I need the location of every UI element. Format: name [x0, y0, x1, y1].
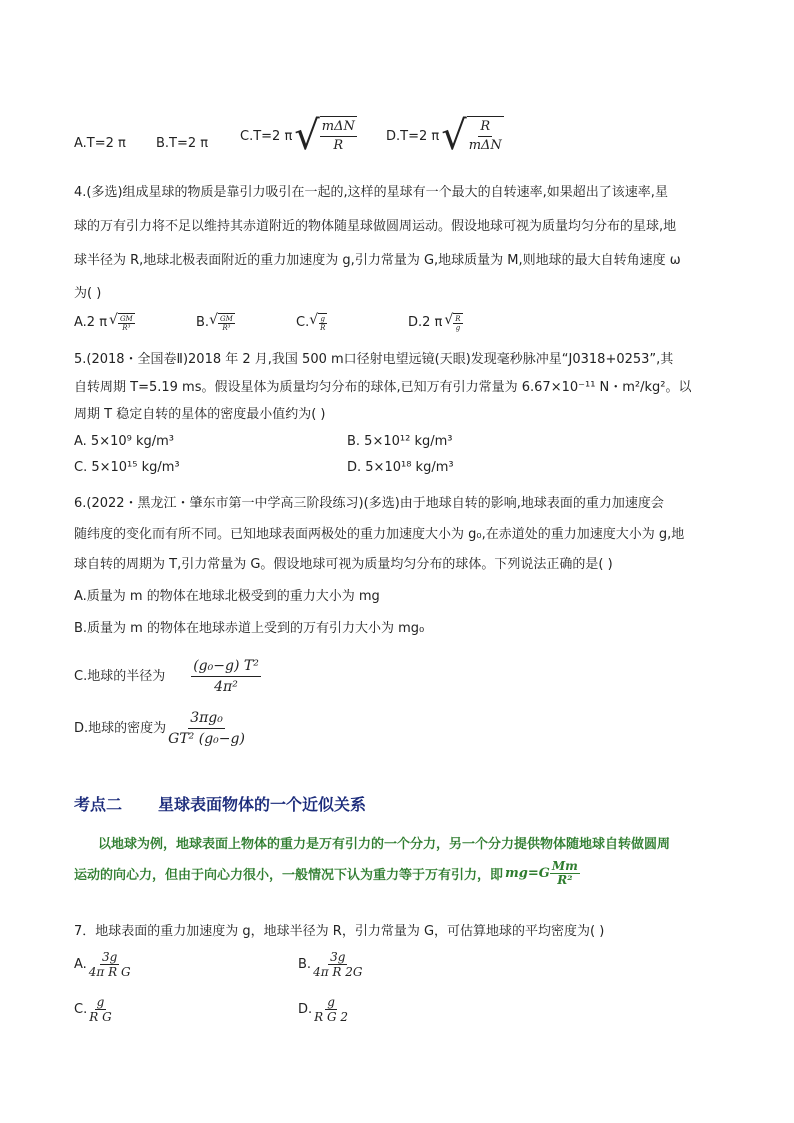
- q3-option-d-num: R: [478, 118, 492, 137]
- q4-option-b-num: GM: [219, 315, 233, 323]
- q7-option-a-fraction: [87, 950, 133, 979]
- q7-option-c-fraction: [87, 995, 113, 1024]
- q5-option-c: C. 5×10¹⁵ kg/m³: [74, 460, 180, 475]
- q7-option-c: [74, 995, 114, 1024]
- q3-option-c-den: R: [333, 138, 344, 153]
- q7-option-c-den: R G: [89, 1010, 112, 1024]
- q5-option-b: B. 5×10¹² kg/m³: [347, 434, 453, 449]
- q4-option-c-prefix: C.: [296, 315, 310, 330]
- q3-option-d-den: mΔN: [468, 138, 502, 153]
- q4-option-a-sqrt: √ $\frac{GM}{\text{R³}}$: [109, 312, 133, 332]
- q3-option-c: [240, 113, 357, 159]
- q7-option-a-den: 4π R G: [88, 965, 131, 979]
- q5-line1: 5.(2018・全国卷Ⅱ)2018 年 2 月,我国 500 m口径射电望远镜(天眼)发现毫秒脉冲星“J0318+0253”,其: [74, 352, 674, 367]
- q4-option-b-prefix: B.: [196, 315, 210, 330]
- q7-option-c-prefix: C.: [74, 1002, 88, 1017]
- q4-option-c: [296, 313, 327, 332]
- q5-line2: 自转周期 T=5.19 ms。假设星体为质量均匀分布的球体,已知万有引力常量为 6.67×10⁻¹¹ N・m²/kg²。以: [74, 380, 692, 395]
- q4-option-c-num: g: [320, 315, 326, 323]
- gravity-formula-num: Mm: [551, 859, 578, 873]
- q4-option-a-den: R³: [122, 324, 131, 332]
- q7-line1: 7．地球表面的重力加速度为 g，地球半径为 R，引力常量为 G，可估算地球的平均密度为( ): [74, 924, 605, 939]
- q6-option-c-num: (g₀−g) T²: [191, 656, 261, 677]
- q4-option-b-den: R³: [222, 324, 231, 332]
- q4-option-a-num: GM: [119, 315, 133, 323]
- q6-option-d-prefix: D.地球的密度为: [74, 721, 167, 736]
- q5-option-d: D. 5×10¹⁸ kg/m³: [347, 460, 454, 475]
- q4-option-d-den: g: [455, 324, 461, 332]
- q4-option-d-prefix: D.2 π: [408, 315, 443, 330]
- gravity-formula-fraction: [550, 860, 580, 887]
- q7-option-a-prefix: A.: [74, 957, 87, 972]
- q7-option-a: [74, 950, 133, 979]
- q7-option-b-fraction: [311, 950, 364, 979]
- q7-option-b: [298, 950, 364, 979]
- q6-option-d-fraction: [166, 708, 247, 749]
- q4-line3: 球半径为 R,地球北极表面附近的重力加速度为 g,引力常量为 G,地球质量为 M,则地球的最大自转角速度 ω: [74, 253, 681, 268]
- q4-option-c-den: R: [320, 324, 326, 332]
- q4-option-a-prefix: A.2 π: [74, 315, 108, 330]
- q7-option-b-prefix: B.: [298, 957, 312, 972]
- gravity-formula-lhs: mg=G: [505, 866, 550, 881]
- q6-option-c-fraction: [191, 656, 261, 697]
- q5-option-a: A. 5×10⁹ kg/m³: [74, 434, 175, 449]
- q4-line1: 4.(多选)组成星球的物质是靠引力吸引在一起的,这样的星球有一个最大的自转速率,如果超出了该速率,星: [74, 185, 668, 200]
- section-text-line2: [74, 860, 580, 887]
- q6-option-b: B.质量为 m 的物体在地球赤道上受到的万有引力大小为 mg₀: [74, 621, 425, 636]
- q4-line2: 球的万有引力将不足以维持其赤道附近的物体随星球做圆周运动。假设地球可视为质量均匀分布的星球,地: [74, 219, 677, 234]
- q7-option-b-den: 4π R 2G: [313, 965, 363, 979]
- q7-option-a-num: 3g: [102, 950, 118, 964]
- q6-line2: 随纬度的变化而有所不同。已知地球表面两极处的重力加速度大小为 g₀,在赤道处的重力加速度大小为 g,地: [74, 527, 685, 542]
- q7-option-d-fraction: [312, 995, 350, 1024]
- q5-line3: 周期 T 稳定自转的星体的密度最小值约为( ): [74, 407, 326, 422]
- section-text-line1: 以地球为例，地球表面上物体的重力是万有引力的一个分力，另一个分力提供物体随地球自转做圆周: [98, 837, 671, 852]
- q6-option-c-prefix: C.地球的半径为: [74, 669, 166, 684]
- q4-option-b: [196, 313, 235, 332]
- q4-option-c-sqrt: √ $\frac{g}{R}$: [309, 312, 326, 332]
- q6-option-d-num: 3πg₀: [188, 708, 225, 729]
- q4-line4: 为( ): [74, 286, 102, 301]
- q4-option-d: [408, 313, 463, 332]
- q7-option-d-den: R G 2: [314, 1010, 349, 1024]
- q6-line1: 6.(2022・黑龙江・肇东市第一中学高三阶段练习)(多选)由于地球自转的影响,地球表面的重力加速度会: [74, 496, 664, 511]
- q4-option-b-sqrt: √ $\frac{GM}{\text{R³}}$: [209, 312, 233, 332]
- q4-option-a: [74, 313, 135, 332]
- section-title: 星球表面物体的一个近似关系: [158, 795, 367, 814]
- q7-option-d: [298, 995, 350, 1024]
- q3-option-b: B.T=2 π: [156, 136, 209, 151]
- q7-option-b-num: 3g: [330, 950, 346, 964]
- q3-option-d-prefix: D.T=2 π: [386, 128, 440, 144]
- q6-option-d-den: GT² (g₀−g): [168, 731, 245, 747]
- gravity-formula-den: R²: [557, 873, 573, 887]
- section-text-line2-content: 运动的向心力，但由于向心力很小，一般情况下认为重力等于万有引力，即: [74, 868, 504, 883]
- section-number: 考点二: [74, 795, 123, 814]
- q6-option-a: A.质量为 m 的物体在地球北极受到的重力大小为 mg: [74, 589, 380, 604]
- q7-option-d-num: g: [327, 995, 335, 1009]
- q7-option-c-num: g: [96, 995, 105, 1009]
- q3-option-c-sqrt: √ $\frac{\text{mΔN}}{R}$: [294, 113, 355, 159]
- q3-option-d-sqrt: √ $\frac{R}{\text{mΔN}}$: [441, 113, 502, 159]
- q3-option-a: A.T=2 π: [74, 136, 126, 151]
- q6-option-c-den: 4π²: [214, 679, 238, 695]
- q6-option-d: [74, 708, 247, 749]
- q4-option-d-num: R: [455, 315, 461, 323]
- q3-option-d: [386, 113, 504, 159]
- q7-option-d-prefix: D.: [298, 1002, 313, 1017]
- q6-line3: 球自转的周期为 T,引力常量为 G。假设地球可视为质量均匀分布的球体。下列说法正确的是( ): [74, 557, 613, 572]
- q4-option-d-sqrt: √ $\frac{R}{g}$: [444, 312, 461, 332]
- q3-option-c-prefix: C.T=2 π: [240, 128, 293, 144]
- q3-option-c-num: mΔN: [320, 118, 357, 137]
- q6-option-c: [74, 656, 261, 697]
